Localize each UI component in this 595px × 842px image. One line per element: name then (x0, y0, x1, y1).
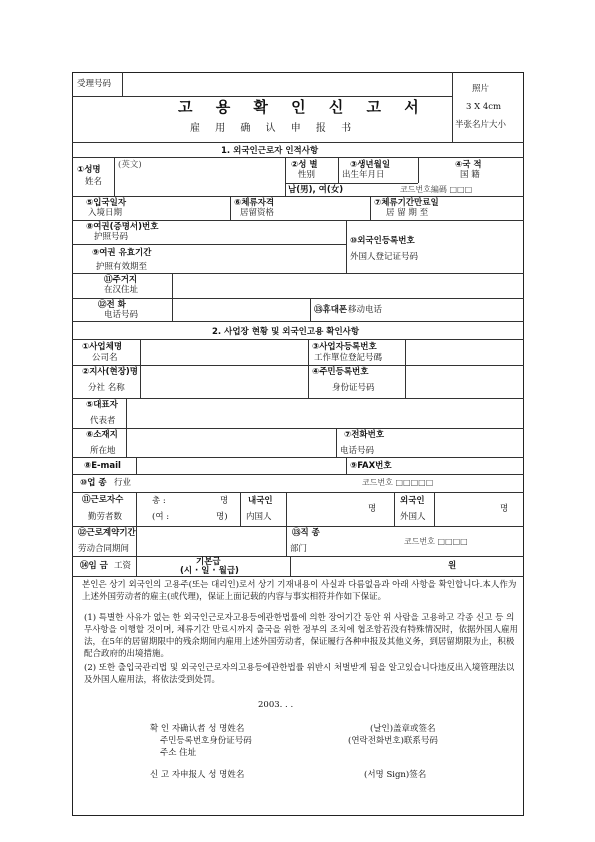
divider (72, 428, 524, 429)
receipt-number-field[interactable] (127, 76, 449, 94)
base-wage-label: 기본급 (196, 557, 221, 567)
name-label-zh: 姓名 (85, 177, 103, 187)
divider (338, 157, 339, 183)
divider (72, 244, 346, 245)
section2-heading: 2. 사업장 현황 및 외국인고용 확인사항 (212, 327, 360, 337)
divider (72, 298, 524, 299)
industry-label-zh: 行业 (114, 478, 132, 488)
company-name-label-zh: 公司名 (92, 353, 118, 363)
divider (310, 298, 311, 321)
divider (72, 398, 524, 399)
company-name-label-ko: ①사업체명 (82, 342, 123, 352)
declaration-item-2 (84, 662, 518, 686)
birth-label-ko: ③생년월일 (350, 160, 391, 170)
domestic-label-zh: 内国人 (246, 512, 272, 522)
workers-label-ko: ⑪근로자수 (82, 495, 124, 505)
sex-label-zh: 性别 (298, 170, 316, 180)
domestic-label-ko: 내국인 (248, 496, 273, 506)
divider (136, 457, 137, 474)
confirmer-id-label: 주민등록번호身份证号码 (160, 736, 252, 746)
nationality-code[interactable]: 코드번호編碼 □□□ (400, 185, 473, 194)
alien-registration-label-ko: ⑩외국인등록번호 (350, 236, 415, 246)
workers-label-zh: 勤劳者数 (88, 512, 123, 522)
divider (72, 457, 524, 458)
passport-expiry-label-zh: 护照有效期至 (96, 262, 148, 272)
alien-registration-label-zh: 外国人登记证号码 (350, 252, 419, 262)
confirmer-tel-label: (연락전화번호)联系号码 (348, 736, 438, 746)
passport-number-label-ko: ⑧여권(증명서)번호 (86, 222, 159, 232)
divider (172, 298, 173, 321)
divider (72, 273, 524, 274)
resident-id-label-ko: ④주민등록번호 (312, 367, 369, 377)
declaration-item-1 (84, 612, 518, 660)
divider (140, 365, 141, 398)
stay-period-label-ko: ⑦체류기간만료일 (374, 198, 439, 208)
company-tel-label-zh: 电话号码 (340, 446, 375, 456)
job-type-label-ko: ⑬직 종 (292, 528, 320, 538)
passport-number-label-zh: 护照号码 (94, 232, 129, 242)
fax-label: ⑨FAX번호 (350, 461, 392, 471)
declaration-item-1-ko: (1) 특별한 사유가 없는 한 외국인근로자고용등에관한법률에 의한 장어기간 동안 위 사람을 고용하고 각종 신고 등 의무사항을 이행할 것이며, 체류기간 만료시까지 출국을 위한 정부의 조치에 협조함 (84, 613, 515, 635)
email-label: ⑧E-mail (84, 461, 121, 471)
divider (72, 576, 524, 577)
divider (405, 339, 406, 398)
sex-label-ko: ②성 별 (291, 160, 318, 170)
section1-heading: 1. 외국인근로자 인적사항 (221, 146, 319, 156)
nationality-label-ko: ④국 적 (455, 160, 482, 170)
declaration-main-ko: 본인은 상기 외국인의 고용주(또는 대리인)로서 상기 기재내용이 사실과 다름없음과 아래 사항을 확인합니다. (82, 580, 483, 590)
divider (72, 157, 524, 158)
industry-label-ko: ⑩업 종 (80, 478, 107, 488)
contract-period-label-zh: 劳动合同期间 (78, 544, 130, 554)
divider (172, 273, 173, 298)
divider (434, 492, 435, 526)
photo-label: 照片 (472, 84, 490, 94)
sex-options[interactable]: 남(男), 여(女) (288, 185, 344, 195)
entry-date-label-ko: ⑤입국일자 (86, 198, 127, 208)
wage-currency-unit: 원 (448, 561, 457, 571)
divider (136, 492, 137, 526)
resident-id-label-zh: 身份证号码 (332, 383, 375, 393)
divider (286, 526, 287, 556)
business-reg-label-ko: ③사업자등록번호 (312, 342, 377, 352)
divider (286, 492, 287, 526)
form-title-korean: 고 용 확 인 신 고 서 (178, 98, 428, 116)
business-reg-label-zh: 工作單位登記号碼 (314, 353, 383, 363)
declaration-main-zh: 本人作为上述外国劳动者的雇主(或代理)，保证上面记载的内容与事实相符并作如下保证。 (82, 580, 517, 602)
divider (72, 220, 524, 221)
representative-label-ko: ⑤대표자 (86, 400, 118, 410)
nationality-label-zh: 国 籍 (460, 170, 480, 180)
confirmer-sign-label: (날인)盖章或签名 (370, 724, 436, 734)
industry-code[interactable]: 코드번호 □□□□□ (362, 478, 434, 487)
address-input[interactable] (176, 277, 520, 295)
workers-female-unit: 명) (216, 512, 228, 522)
branch-name-label-zh: 分社 名称 (88, 383, 125, 393)
visa-status-label-zh: 居留资格 (240, 208, 275, 218)
divider (72, 526, 524, 527)
company-tel-label-ko: ⑦전화번호 (344, 430, 385, 440)
divider (140, 339, 141, 365)
divider (72, 492, 524, 493)
foreign-unit: 명 (500, 504, 509, 514)
workers-total-label: 총 : (152, 496, 166, 506)
mobile-label-ko: ⑬휴대폰 (314, 305, 348, 315)
declaration-date[interactable]: 2003. . . (258, 700, 294, 710)
divider (452, 72, 453, 142)
address-label-zh: 在汉住址 (104, 285, 139, 295)
divider (290, 556, 291, 576)
job-type-code[interactable]: 코드번호 □□□□ (404, 537, 468, 546)
divider (72, 96, 452, 97)
workers-female-label: (여 : (152, 512, 170, 522)
reporter-name-label: 신 고 자申报人 성 명姓名 (150, 770, 245, 780)
phone-label-zh: 电话号码 (104, 310, 139, 320)
divider (308, 339, 309, 398)
divider (126, 398, 127, 428)
divider (370, 196, 371, 220)
divider (285, 183, 418, 184)
job-type-label-zh: 部门 (290, 544, 308, 554)
branch-name-label-ko: ②지사(현장)명 (82, 367, 139, 377)
mobile-label-zh: 移动电话 (348, 305, 383, 315)
passport-expiry-label-ko: ⑨여권 유효기간 (92, 248, 152, 258)
wage-label-ko: ⑭임 금 (80, 561, 108, 571)
confirmer-address-label: 주소 住址 (160, 748, 197, 758)
divider (72, 142, 524, 143)
divider (240, 492, 241, 526)
reporter-sign-label: (서명 Sign)签名 (364, 770, 427, 780)
birth-label-zh: 出生年月日 (342, 170, 385, 180)
stay-period-label-zh: 居 留 期 至 (386, 208, 429, 218)
divider (122, 72, 123, 96)
declaration-item-1-zh: 若没有特殊情况时，依据外国人雇用法，在5年的居留期限中的残余期间内雇用上述外国劳动者，保证履行各种申报及其他义务，到居留期限为止，积极配合政府的出境措施。 (84, 625, 519, 659)
phone-label-ko: ⑫전 화 (98, 300, 126, 310)
divider (346, 220, 347, 273)
name-label-ko: ①성명 (77, 165, 101, 175)
divider (136, 526, 137, 556)
photo-size: 3 X 4cm (466, 102, 502, 112)
divider (346, 457, 347, 474)
divider (230, 196, 231, 220)
photo-note: 半张名片大小 (455, 120, 507, 130)
declaration-item-2-zh: 违反出入境管理法以及外国人雇用法，将依法受到处罚。 (84, 663, 515, 685)
name-english-label: (英文) (118, 160, 142, 170)
address-label-ko: ⑪주거지 (104, 275, 138, 285)
divider (72, 196, 524, 197)
divider (114, 157, 115, 196)
divider (336, 428, 337, 457)
divider (72, 474, 524, 475)
wage-label-zh: 工资 (114, 561, 132, 571)
representative-label-zh: 代表者 (90, 416, 116, 426)
divider (285, 157, 286, 196)
divider (72, 321, 524, 322)
entry-date-label-zh: 入境日期 (88, 208, 123, 218)
divider (72, 556, 524, 557)
foreign-label-zh: 外国人 (400, 512, 426, 522)
workers-total-unit: 명 (220, 496, 229, 506)
divider (394, 492, 395, 526)
divider (418, 157, 419, 183)
foreign-label-ko: 외국인 (400, 496, 425, 506)
divider (126, 428, 127, 457)
domestic-unit: 명 (368, 504, 377, 514)
wage-period-options[interactable]: (시 · 일 · 월급) (180, 566, 239, 576)
declaration-item-2-ko: (2) 또한 출입국관리법 및 외국인근로자의고용등에관한법률 위반시 처벌받게 됨을 알고있습니다 (84, 663, 438, 673)
declaration-main (82, 579, 518, 603)
visa-status-label-ko: ⑥체류자격 (234, 198, 275, 208)
location-label-ko: ⑥소재지 (86, 430, 118, 440)
form-title-chinese: 雇 用 确 认 申 报 书 (190, 123, 358, 134)
receipt-number-label: 受理号码 (77, 79, 112, 89)
confirmer-name-label: 확 인 자确认者 성 명姓名 (150, 724, 245, 734)
location-label-zh: 所在地 (90, 446, 116, 456)
contract-period-label-ko: ⑫근로계약기간 (78, 528, 136, 538)
name-input[interactable] (150, 170, 280, 192)
divider (136, 556, 137, 576)
